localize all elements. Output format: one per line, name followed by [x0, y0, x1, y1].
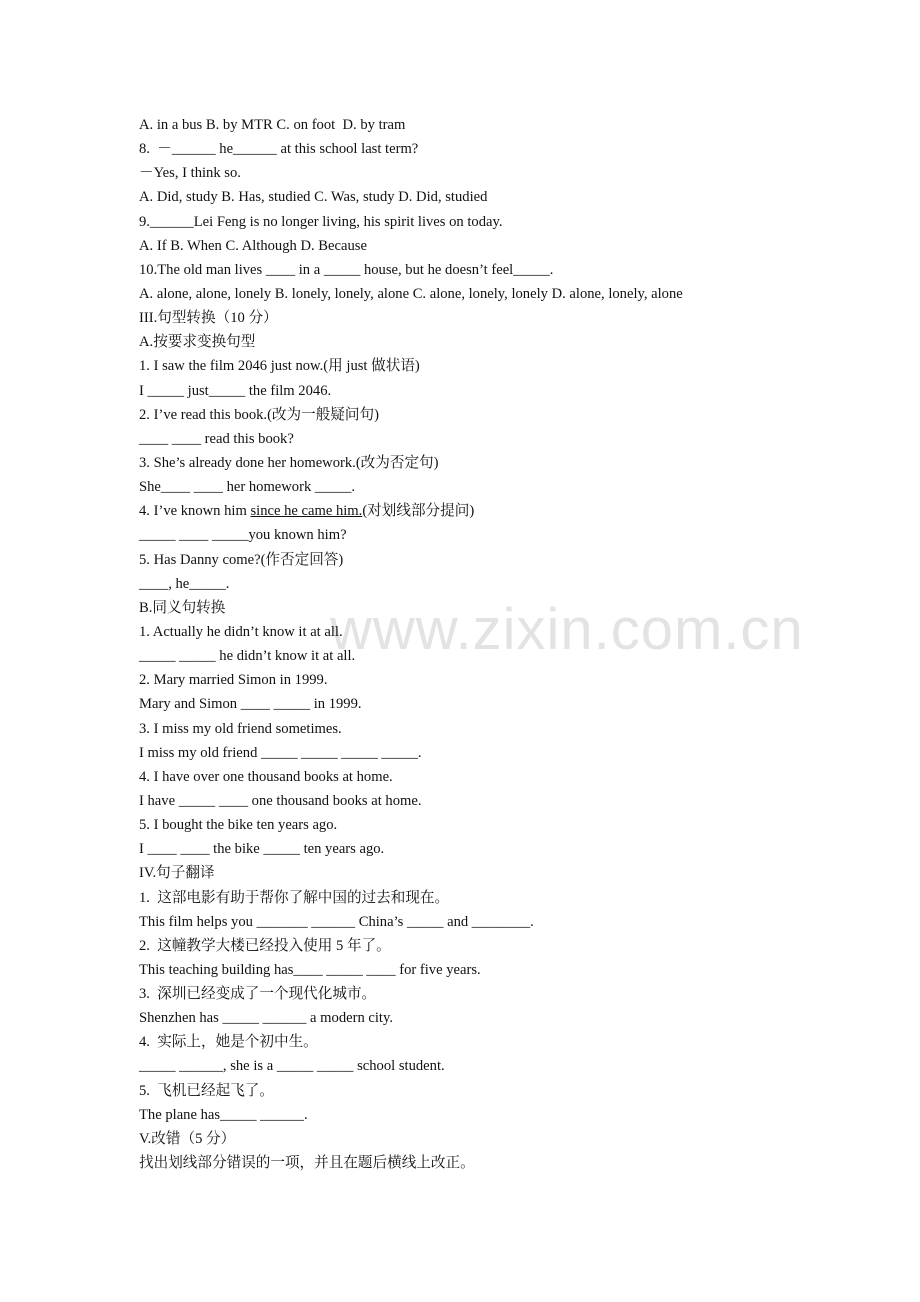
a4-blank: _____ ____ _____you known him?	[139, 527, 347, 544]
b5-prompt: 5. I bought the bike ten years ago.	[139, 817, 338, 834]
t1-blank: This film helps you _______ ______ China’s _____ and ________.	[139, 913, 534, 930]
t2-blank: This teaching building has____ _____ ____ for five years.	[139, 961, 481, 978]
a2-prompt: 2. I’ve read this book.(改为一般疑问句)	[139, 406, 379, 423]
watermark: www.zixin.com.cn	[330, 597, 804, 662]
a4-prompt	[139, 499, 839, 523]
b2-blank: Mary and Simon ____ _____ in 1999.	[139, 696, 362, 713]
q9-question: 9.______Lei Feng is no longer living, his spirit lives on today.	[139, 213, 503, 230]
t4-blank: _____ ______, she is a _____ _____ school student.	[139, 1058, 445, 1075]
q10-options: A. alone, alone, lonely B. lonely, lonely, alone C. alone, lonely, lonely D. alone, lonely, alone	[139, 285, 683, 302]
worksheet-page	[139, 113, 839, 1175]
section-v-heading: V.改错（5 分）	[139, 1130, 236, 1147]
q9-options: A. If B. When C. Although D. Because	[139, 237, 367, 254]
t3-chinese: 3. 深圳已经变成了一个现代化城市。	[139, 986, 377, 1003]
t5-blank: The plane has_____ ______.	[139, 1106, 308, 1123]
a1-blank: I _____ just_____ the film 2046.	[139, 382, 332, 399]
t4-chinese: 4. 实际上，她是个初中生。	[139, 1034, 318, 1051]
q7-options: A. in a bus B. by MTR C. on foot D. by tram	[139, 117, 406, 133]
a5-prompt: 5. Has Danny come?(作否定回答)	[139, 551, 344, 568]
b2-prompt: 2. Mary married Simon in 1999.	[139, 672, 328, 689]
b1-prompt: 1. Actually he didn’t know it at all.	[139, 623, 343, 640]
q8-answer: －Yes, I think so.	[139, 165, 241, 182]
part-b-heading: B.同义句转换	[139, 599, 226, 616]
a4-instruction: (对划线部分提问)	[362, 503, 475, 520]
t1-chinese: 1. 这部电影有助于帮你了解中国的过去和现在。	[139, 889, 450, 906]
b5-blank: I ____ ____ the bike _____ ten years ago.	[139, 841, 385, 858]
b4-prompt: 4. I have over one thousand books at home.	[139, 768, 393, 785]
a5-blank: ____, he_____.	[139, 575, 230, 592]
t2-chinese: 2. 这幢教学大楼已经投入使用 5 年了。	[139, 937, 391, 954]
a4-prompt-start: 4. I’ve known him	[139, 503, 251, 520]
b3-blank: I miss my old friend _____ _____ _____ _____.	[139, 744, 422, 761]
a4-underlined-part: since he came him.	[250, 503, 363, 520]
section-v-instruction: 找出划线部分错误的一项，并且在题后横线上改正。	[139, 1155, 475, 1172]
b3-prompt: 3. I miss my old friend sometimes.	[139, 720, 342, 737]
a2-blank: ____ ____ read this book?	[139, 430, 294, 447]
t3-blank: Shenzhen has _____ ______ a modern city.	[139, 1010, 393, 1027]
b4-blank: I have _____ ____ one thousand books at home.	[139, 792, 422, 809]
q8-options: A. Did, study B. Has, studied C. Was, study D. Did, studied	[139, 189, 488, 206]
a3-blank: She____ ____ her homework _____.	[139, 479, 356, 496]
a3-prompt: 3. She’s already done her homework.(改为否定句)	[139, 454, 439, 471]
a1-prompt: 1. I saw the film 2046 just now.(用 just 做状语)	[139, 358, 420, 375]
part-a-heading: A.按要求变换句型	[139, 334, 256, 351]
q8-question: 8. －______ he______ at this school last term?	[139, 141, 419, 158]
q10-question: 10.The old man lives ____ in a _____ house, but he doesn’t feel_____.	[139, 261, 554, 278]
section-iv-heading: IV.句子翻译	[139, 865, 215, 882]
section-iii-heading: III.句型转换（10 分）	[139, 310, 278, 327]
b1-blank: _____ _____ he didn’t know it at all.	[139, 648, 356, 665]
t5-chinese: 5. 飞机已经起飞了。	[139, 1082, 274, 1099]
